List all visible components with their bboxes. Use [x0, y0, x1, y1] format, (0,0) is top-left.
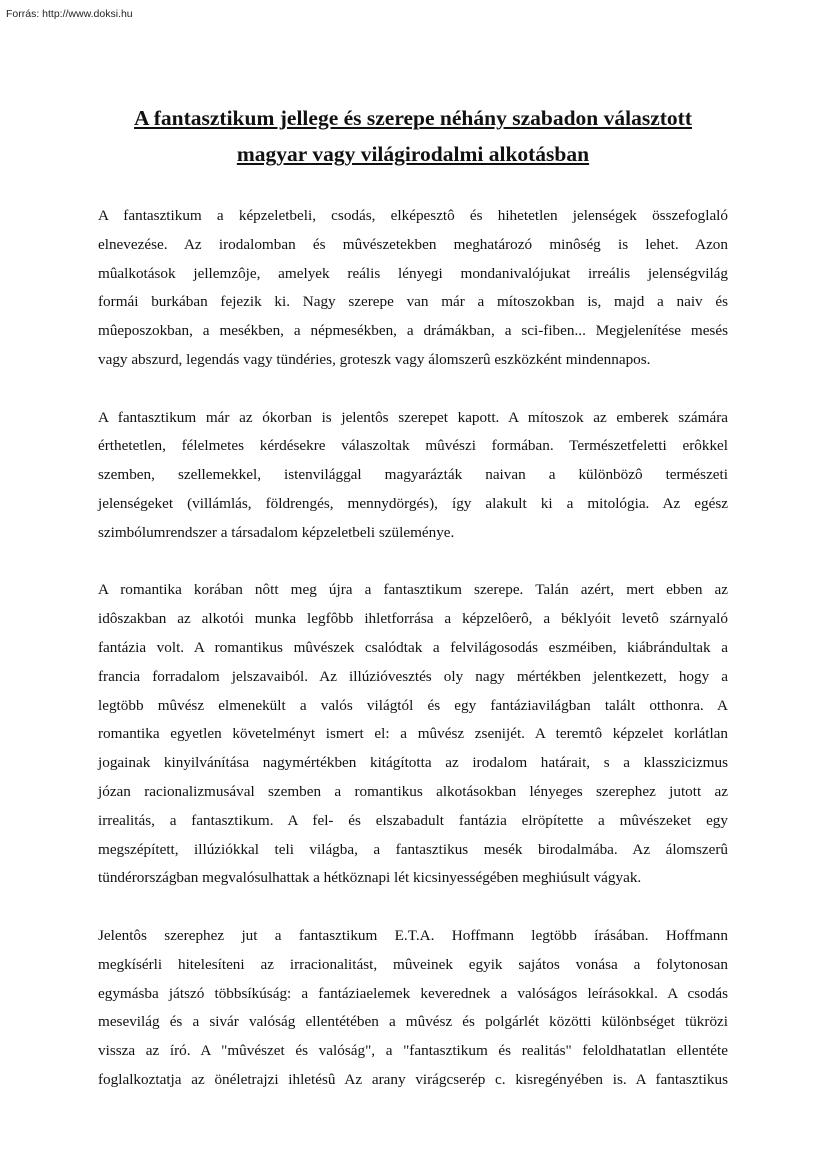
text-line: Jelentôs szerephez jut a fantasztikum E.T.A. Hoffmann legtöbb írásában. Hoffmann [98, 926, 728, 944]
text-line: elnevezése. Az irodalomban és mûvészetekben meghatározó minôség is lehet. Azon [98, 235, 728, 253]
text-line: mûeposzokban, a mesékben, a népmesékben, a drámákban, a sci-fiben... Megjelenítése mesés [98, 322, 728, 340]
text-line: irrealitás, a fantasztikum. A fel- és elszabadult fantázia elröpítette a mûvészeket egy [98, 811, 728, 829]
text-line: mûalkotások jellemzôje, amelyek reális lényegi mondanivalójukat irreális jelenségvilág [98, 264, 728, 282]
text-line: formái burkában fejezik ki. Nagy szerepe van már a mítoszokban is, majd a naiv és [98, 293, 728, 311]
text-line: érthetetlen, félelmetes kérdésekre válaszoltak mûvészi formában. Természetfeletti erôkkel [98, 437, 728, 455]
text-line: fantázia volt. A romantikus mûvészek csalódtak a felvilágosodás eszméiben, kiábrándultak a [98, 638, 728, 656]
text-line: A fantasztikum a képzeletbeli, csodás, elképesztô és hihetetlen jelenségek összefoglaló [98, 207, 728, 224]
text-line: megkísérli hitelesíteni az irracionalitást, mûveinek egyik sajátos vonása a folytonosan [98, 955, 728, 973]
text-line: jelenségeket (villámlás, földrengés, mennydörgés), így alakult ki a mitológia. Az egész [98, 494, 728, 512]
text-line: francia forradalom jelszavaiból. Az illúzióvesztés oly nagy mértékben jelentkezett, hogy a [98, 667, 728, 685]
text-line: vagy abszurd, legendás vagy tündéries, groteszk vagy álomszerû eszközként mindennapos. [98, 350, 651, 368]
paragraph-4 [98, 922, 728, 1095]
title-line-2: magyar vagy világirodalmi alkotásban [236, 142, 590, 166]
source-label: Forrás: http://www.doksi.hu [6, 8, 133, 20]
text-line: A romantika korában nôtt meg újra a fantasztikum szerepe. Talán azért, mert ebben az [98, 581, 728, 599]
text-line: romantika egyetlen követelményt ismert el: a mûvész zsenijét. A teremtô képzelet korlátlan [98, 725, 728, 743]
paragraph-2 [98, 404, 728, 548]
text-line: vissza az író. A "mûvészet és valóság", a "fantasztikum és realitás" feloldhatatlan ellentéte [98, 1042, 728, 1060]
paragraph-3 [98, 576, 728, 893]
title-line-1: A fantasztikum jellege és szerepe néhány szabadon választott [134, 106, 692, 130]
document-body [98, 202, 728, 1095]
paragraph-1 [98, 202, 728, 375]
text-line: tündérországban megvalósulhattak a hétköznapi lét kicsinyességében meghiúsult vágyak. [98, 869, 642, 887]
document-title [98, 100, 728, 172]
text-line: idôszakban az alkotói munka legfôbb ihletforrása a képzelôerô, a béklyóit levetô szárnyaló [98, 610, 728, 628]
text-line: foglalkoztatja az önéletrajzi ihletésû Az arany virágcserép c. kisregényében is. A fantasztikus [98, 1070, 728, 1088]
text-line: legtöbb mûvész elmenekült a valós világtól és egy fantáziavilágban talált otthonra. A [98, 696, 728, 714]
text-line: A fantasztikum már az ókorban is jelentôs szerepet kapott. A mítoszok az emberek számára [98, 408, 728, 426]
text-line: megszépített, illúziókkal teli világba, a fantasztikus mesék birodalmába. Az álomszerû [98, 840, 728, 858]
text-line: jogainak kinyilvánítása nagymértékben kitágította az irodalom határait, s a klasszicizmus [98, 754, 728, 772]
text-line: józan racionalizmusával szemben a romantikus alkotásokban lényeges szerephez jutott az [98, 782, 728, 800]
text-line: szemben, szellemekkel, istenvilággal magyarázták naivan a különbözô természeti [98, 466, 728, 484]
text-line: szimbólumrendszer a társadalom képzeletbeli szüleménye. [98, 523, 455, 541]
text-line: mesevilág és a sivár valóság ellentétében a mûvész és polgárlét közötti különbséget tükrözi [98, 1013, 728, 1031]
text-line: egymásba játszó többsíkúság: a fantáziaelemek keverednek a valóságos leírásokkal. A csodás [98, 984, 728, 1002]
